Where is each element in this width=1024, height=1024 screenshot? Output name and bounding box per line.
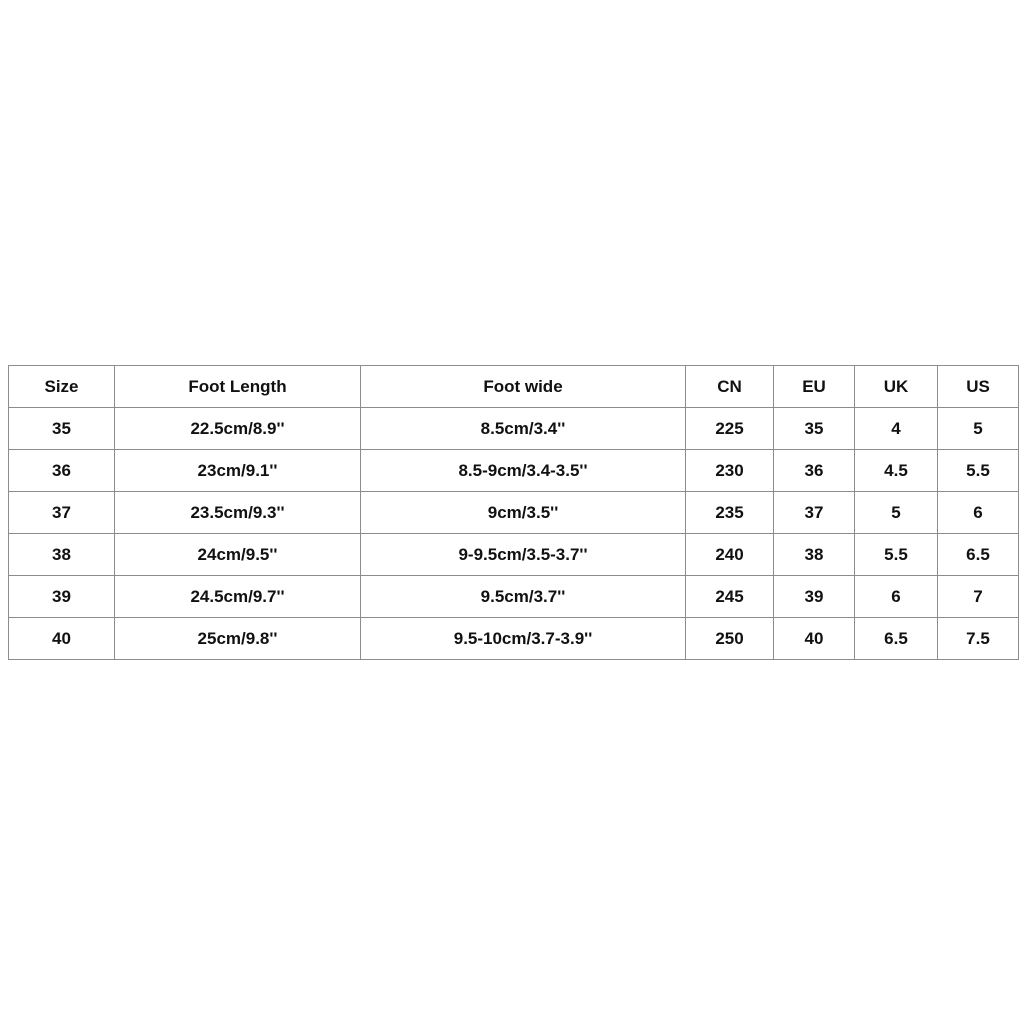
cell-us: 7 <box>938 576 1019 618</box>
cell-foot-length: 23cm/9.1'' <box>115 450 361 492</box>
cell-foot-length: 23.5cm/9.3'' <box>115 492 361 534</box>
cell-size: 39 <box>9 576 115 618</box>
cell-foot-length: 24cm/9.5'' <box>115 534 361 576</box>
cell-foot-wide: 9.5-10cm/3.7-3.9'' <box>361 618 686 660</box>
cell-size: 38 <box>9 534 115 576</box>
cell-cn: 250 <box>686 618 774 660</box>
table-row <box>9 576 1019 618</box>
cell-uk: 5.5 <box>855 534 938 576</box>
cell-us: 5.5 <box>938 450 1019 492</box>
cell-cn: 230 <box>686 450 774 492</box>
header-size: Size <box>9 366 115 408</box>
cell-us: 6 <box>938 492 1019 534</box>
header-eu: EU <box>774 366 855 408</box>
cell-foot-wide: 8.5cm/3.4'' <box>361 408 686 450</box>
size-chart-table <box>8 365 1019 660</box>
cell-us: 5 <box>938 408 1019 450</box>
table-row <box>9 492 1019 534</box>
cell-foot-length: 24.5cm/9.7'' <box>115 576 361 618</box>
cell-uk: 5 <box>855 492 938 534</box>
cell-size: 36 <box>9 450 115 492</box>
cell-foot-wide: 9cm/3.5'' <box>361 492 686 534</box>
table-row <box>9 534 1019 576</box>
header-row <box>9 366 1019 408</box>
cell-foot-length: 22.5cm/8.9'' <box>115 408 361 450</box>
cell-size: 35 <box>9 408 115 450</box>
cell-cn: 235 <box>686 492 774 534</box>
header-foot-length: Foot Length <box>115 366 361 408</box>
cell-eu: 35 <box>774 408 855 450</box>
cell-eu: 38 <box>774 534 855 576</box>
cell-cn: 240 <box>686 534 774 576</box>
cell-size: 37 <box>9 492 115 534</box>
cell-us: 7.5 <box>938 618 1019 660</box>
cell-uk: 4.5 <box>855 450 938 492</box>
cell-size: 40 <box>9 618 115 660</box>
cell-eu: 37 <box>774 492 855 534</box>
cell-uk: 4 <box>855 408 938 450</box>
cell-foot-length: 25cm/9.8'' <box>115 618 361 660</box>
cell-cn: 225 <box>686 408 774 450</box>
header-cn: CN <box>686 366 774 408</box>
cell-eu: 40 <box>774 618 855 660</box>
cell-eu: 36 <box>774 450 855 492</box>
cell-uk: 6 <box>855 576 938 618</box>
header-uk: UK <box>855 366 938 408</box>
cell-foot-wide: 9.5cm/3.7'' <box>361 576 686 618</box>
cell-eu: 39 <box>774 576 855 618</box>
cell-us: 6.5 <box>938 534 1019 576</box>
table-row <box>9 408 1019 450</box>
table-row <box>9 618 1019 660</box>
cell-foot-wide: 9-9.5cm/3.5-3.7'' <box>361 534 686 576</box>
table-row <box>9 450 1019 492</box>
cell-cn: 245 <box>686 576 774 618</box>
header-foot-wide: Foot wide <box>361 366 686 408</box>
cell-uk: 6.5 <box>855 618 938 660</box>
header-us: US <box>938 366 1019 408</box>
cell-foot-wide: 8.5-9cm/3.4-3.5'' <box>361 450 686 492</box>
